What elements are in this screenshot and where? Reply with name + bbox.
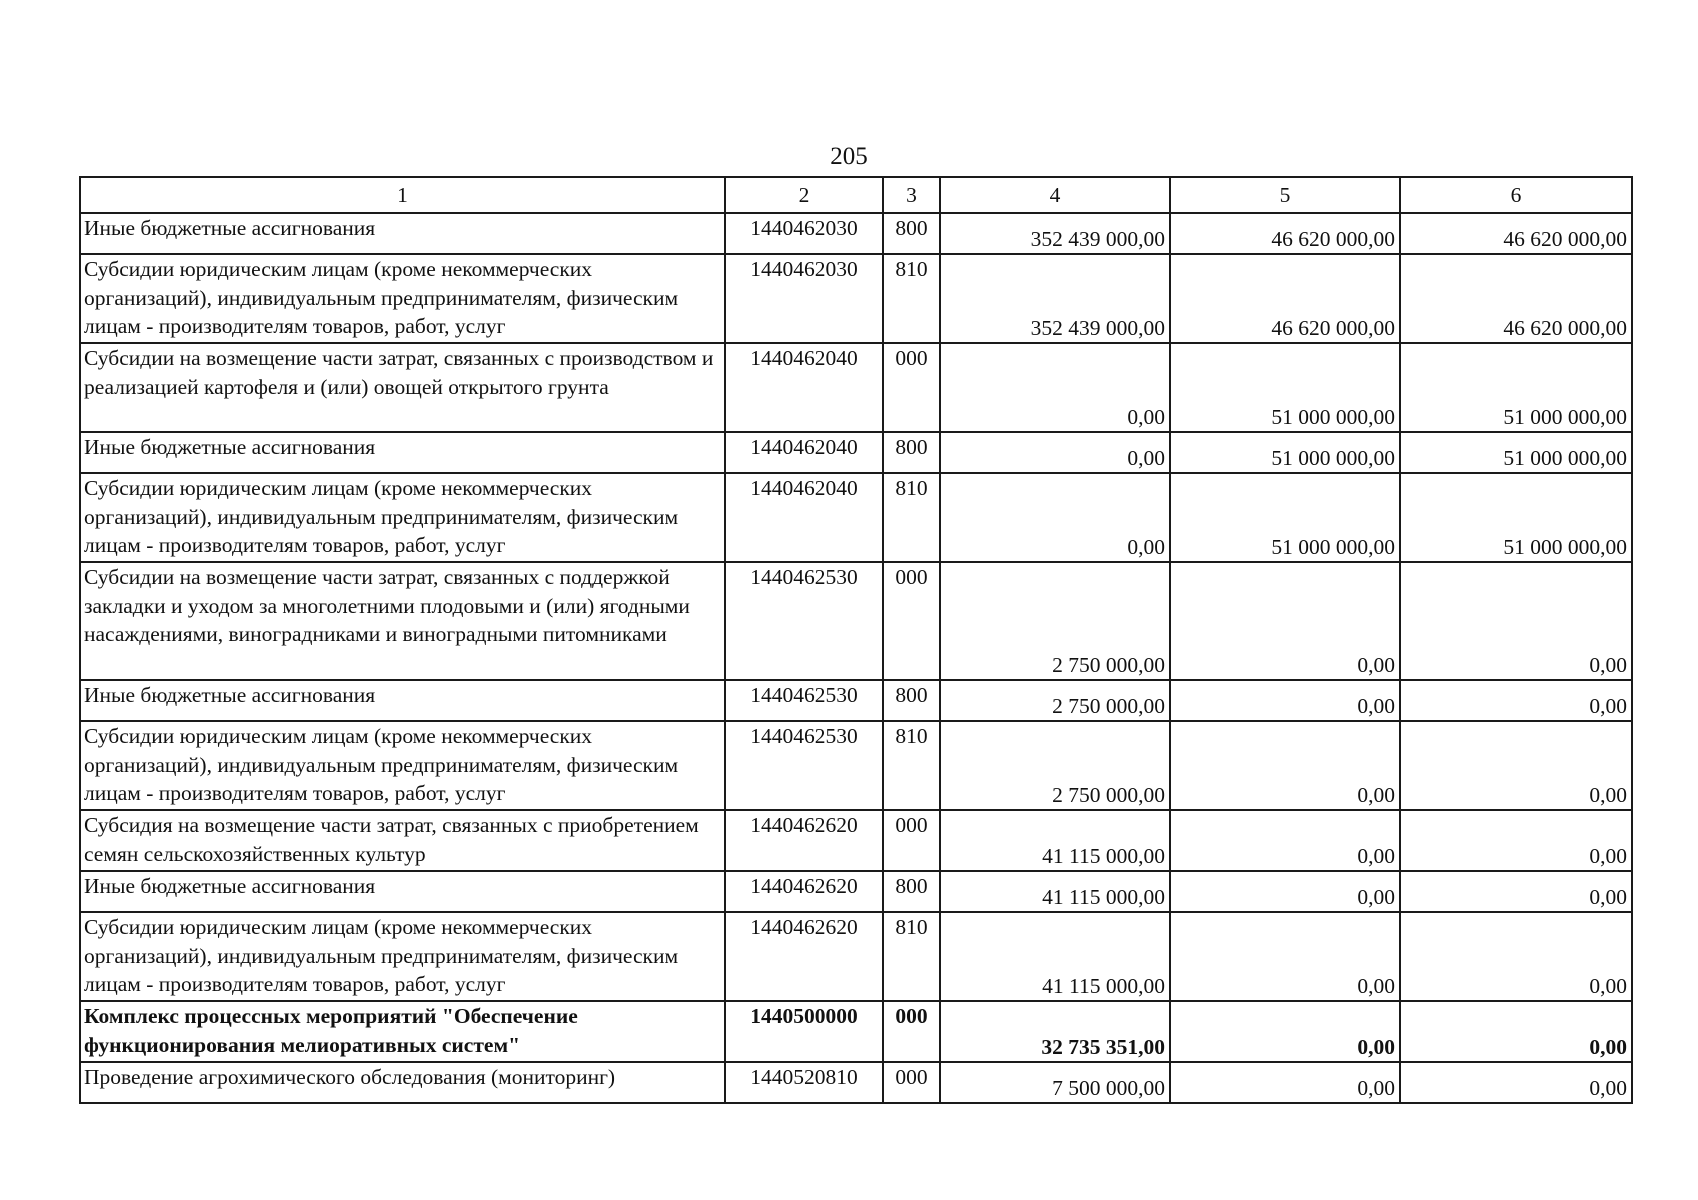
row-amount-col5: 51 000 000,00 <box>1170 473 1400 562</box>
row-name: Иные бюджетные ассигнования <box>80 213 725 254</box>
table-row-section-total <box>80 1001 1632 1062</box>
row-amount-col6: 0,00 <box>1400 562 1632 680</box>
row-amount-col5: 0,00 <box>1170 810 1400 871</box>
row-amount-col5: 46 620 000,00 <box>1170 254 1400 343</box>
row-name: Проведение агрохимического обследования (мониторинг) <box>80 1062 725 1103</box>
column-header: 4 <box>940 177 1170 213</box>
row-name: Иные бюджетные ассигнования <box>80 871 725 912</box>
column-header: 1 <box>80 177 725 213</box>
row-amount-col5: 0,00 <box>1170 1001 1400 1062</box>
column-header: 2 <box>725 177 883 213</box>
row-name: Субсидии юридическим лицам (кроме некоммерческих организаций), индивидуальным предпринимателям, физическим лицам - производителям товаров, работ, услуг <box>80 254 725 343</box>
row-amount-col6: 0,00 <box>1400 912 1632 1001</box>
table-row <box>80 343 1632 432</box>
row-amount-col6: 46 620 000,00 <box>1400 213 1632 254</box>
page-number: 205 <box>830 143 868 170</box>
row-code: 1440462040 <box>725 473 883 562</box>
column-header: 5 <box>1170 177 1400 213</box>
column-header: 6 <box>1400 177 1632 213</box>
row-expense-type: 810 <box>883 912 940 1001</box>
table-row <box>80 213 1632 254</box>
row-amount-col5: 0,00 <box>1170 871 1400 912</box>
row-name: Субсидии юридическим лицам (кроме некоммерческих организаций), индивидуальным предпринимателям, физическим лицам - производителям товаров, работ, услуг <box>80 721 725 810</box>
row-amount-col6: 0,00 <box>1400 1001 1632 1062</box>
row-name: Субсидии юридическим лицам (кроме некоммерческих организаций), индивидуальным предпринимателям, физическим лицам - производителям товаров, работ, услуг <box>80 912 725 1001</box>
row-expense-type: 800 <box>883 213 940 254</box>
row-amount-col4: 0,00 <box>940 343 1170 432</box>
row-expense-type: 000 <box>883 1001 940 1062</box>
row-amount-col6: 0,00 <box>1400 721 1632 810</box>
row-expense-type: 000 <box>883 810 940 871</box>
row-amount-col4: 41 115 000,00 <box>940 912 1170 1001</box>
row-code: 1440462620 <box>725 810 883 871</box>
row-amount-col6: 0,00 <box>1400 810 1632 871</box>
table-row <box>80 254 1632 343</box>
row-amount-col5: 51 000 000,00 <box>1170 432 1400 473</box>
row-amount-col4: 0,00 <box>940 432 1170 473</box>
row-code: 1440462030 <box>725 213 883 254</box>
row-name: Субсидии юридическим лицам (кроме некоммерческих организаций), индивидуальным предпринимателям, физическим лицам - производителям товаров, работ, услуг <box>80 473 725 562</box>
row-expense-type: 810 <box>883 254 940 343</box>
row-code: 1440462620 <box>725 912 883 1001</box>
row-code: 1440500000 <box>725 1001 883 1062</box>
row-amount-col5: 51 000 000,00 <box>1170 343 1400 432</box>
table-row <box>80 432 1632 473</box>
table-row <box>80 721 1632 810</box>
row-name: Субсидия на возмещение части затрат, связанных с приобретением семян сельскохозяйственных культур <box>80 810 725 871</box>
row-expense-type: 800 <box>883 680 940 721</box>
row-amount-col4: 41 115 000,00 <box>940 871 1170 912</box>
row-amount-col6: 0,00 <box>1400 871 1632 912</box>
row-name: Иные бюджетные ассигнования <box>80 432 725 473</box>
row-amount-col4: 0,00 <box>940 473 1170 562</box>
row-expense-type: 810 <box>883 721 940 810</box>
row-amount-col4: 32 735 351,00 <box>940 1001 1170 1062</box>
row-amount-col4: 41 115 000,00 <box>940 810 1170 871</box>
table-row <box>80 810 1632 871</box>
row-name: Субсидии на возмещение части затрат, связанных с поддержкой закладки и уходом за многолетними плодовыми и (или) ягодными насаждениями, виноградниками и виноградными питомниками <box>80 562 725 680</box>
row-code: 1440462040 <box>725 343 883 432</box>
row-code: 1440462040 <box>725 432 883 473</box>
row-amount-col5: 0,00 <box>1170 912 1400 1001</box>
row-code: 1440520810 <box>725 1062 883 1103</box>
row-code: 1440462620 <box>725 871 883 912</box>
row-amount-col5: 0,00 <box>1170 721 1400 810</box>
table-row <box>80 1062 1632 1103</box>
row-amount-col4: 7 500 000,00 <box>940 1062 1170 1103</box>
row-amount-col4: 352 439 000,00 <box>940 213 1170 254</box>
row-name: Субсидии на возмещение части затрат, связанных с производством и реализацией картофеля и (или) овощей открытого грунта <box>80 343 725 432</box>
table-header-row <box>80 177 1632 213</box>
row-amount-col4: 2 750 000,00 <box>940 562 1170 680</box>
row-amount-col4: 2 750 000,00 <box>940 680 1170 721</box>
row-amount-col5: 0,00 <box>1170 1062 1400 1103</box>
row-amount-col5: 0,00 <box>1170 680 1400 721</box>
row-amount-col5: 46 620 000,00 <box>1170 213 1400 254</box>
row-code: 1440462030 <box>725 254 883 343</box>
row-expense-type: 000 <box>883 562 940 680</box>
row-amount-col6: 51 000 000,00 <box>1400 473 1632 562</box>
budget-table <box>79 176 1633 1104</box>
row-name: Комплекс процессных мероприятий "Обеспечение функционирования мелиоративных систем" <box>80 1001 725 1062</box>
row-code: 1440462530 <box>725 680 883 721</box>
row-name: Иные бюджетные ассигнования <box>80 680 725 721</box>
table-row <box>80 871 1632 912</box>
row-amount-col6: 51 000 000,00 <box>1400 343 1632 432</box>
row-expense-type: 800 <box>883 432 940 473</box>
table-row <box>80 912 1632 1001</box>
row-expense-type: 810 <box>883 473 940 562</box>
table-row <box>80 562 1632 680</box>
table-row <box>80 473 1632 562</box>
row-expense-type: 000 <box>883 343 940 432</box>
row-expense-type: 000 <box>883 1062 940 1103</box>
column-header: 3 <box>883 177 940 213</box>
table-row <box>80 680 1632 721</box>
row-amount-col6: 0,00 <box>1400 1062 1632 1103</box>
row-amount-col5: 0,00 <box>1170 562 1400 680</box>
row-amount-col6: 51 000 000,00 <box>1400 432 1632 473</box>
row-amount-col6: 0,00 <box>1400 680 1632 721</box>
row-code: 1440462530 <box>725 562 883 680</box>
row-expense-type: 800 <box>883 871 940 912</box>
row-code: 1440462530 <box>725 721 883 810</box>
row-amount-col6: 46 620 000,00 <box>1400 254 1632 343</box>
row-amount-col4: 2 750 000,00 <box>940 721 1170 810</box>
row-amount-col4: 352 439 000,00 <box>940 254 1170 343</box>
